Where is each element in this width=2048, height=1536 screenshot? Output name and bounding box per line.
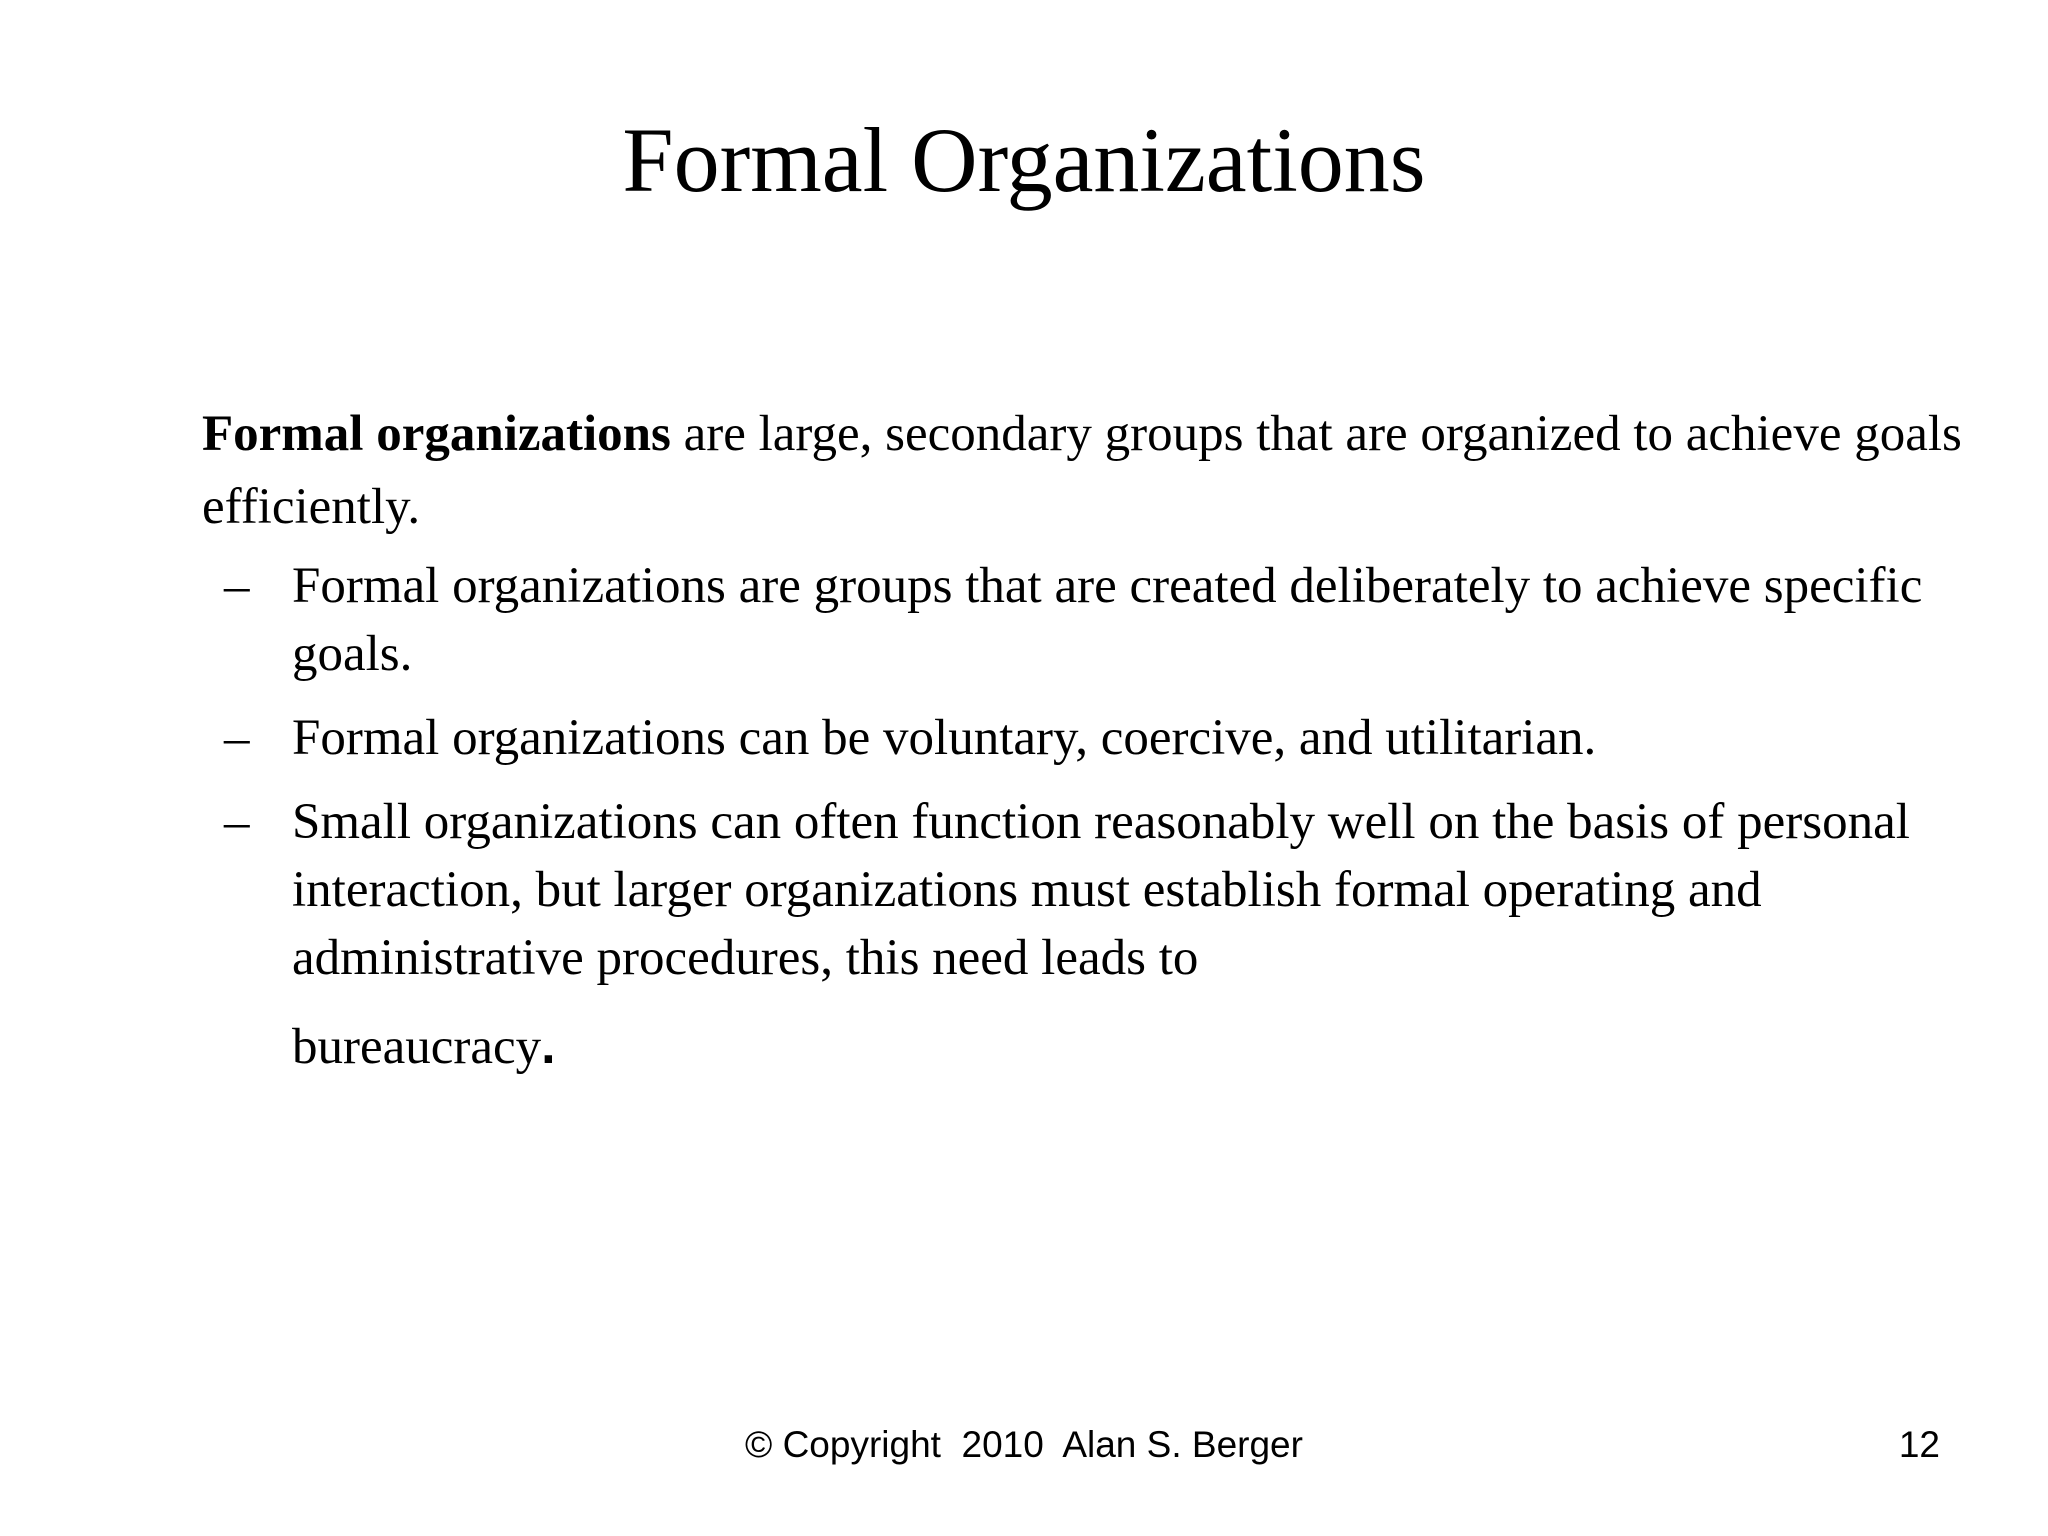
bullet-text: Small organizations can often function reasonably well on the basis of personal interaction, but larger organizations must establish formal operating and administrative procedures, this need leads to xyxy=(292,794,1910,986)
bullet-text: Formal organizations can be voluntary, coercive, and utilitarian. xyxy=(292,710,1597,766)
slide-title: Formal Organizations xyxy=(622,109,1426,211)
bullet-item xyxy=(202,704,1962,772)
bullet-last-word: bureaucracy xyxy=(292,1019,542,1075)
slide-body xyxy=(202,398,1962,1097)
dash-bullet-icon: – xyxy=(224,710,250,766)
intro-paragraph xyxy=(202,398,1962,544)
bullet-list xyxy=(202,552,1962,1081)
bullet-final-period: . xyxy=(541,1017,556,1075)
dash-bullet-icon: – xyxy=(224,794,250,850)
page-number: 12 xyxy=(1898,1424,1940,1465)
intro-text: are large, secondary groups that are organized to achieve goals efficiently. xyxy=(202,406,1962,535)
bullet-item xyxy=(202,788,1962,1081)
bullet-last-line xyxy=(292,1012,1962,1081)
bullet-item xyxy=(202,552,1962,688)
intro-term: Formal organizations xyxy=(202,406,671,462)
footer-copyright: © Copyright 2010 Alan S. Berger xyxy=(745,1424,1303,1465)
dash-bullet-icon: – xyxy=(224,558,250,614)
bullet-text: Formal organizations are groups that are created deliberately to achieve specific goals. xyxy=(292,558,1923,682)
